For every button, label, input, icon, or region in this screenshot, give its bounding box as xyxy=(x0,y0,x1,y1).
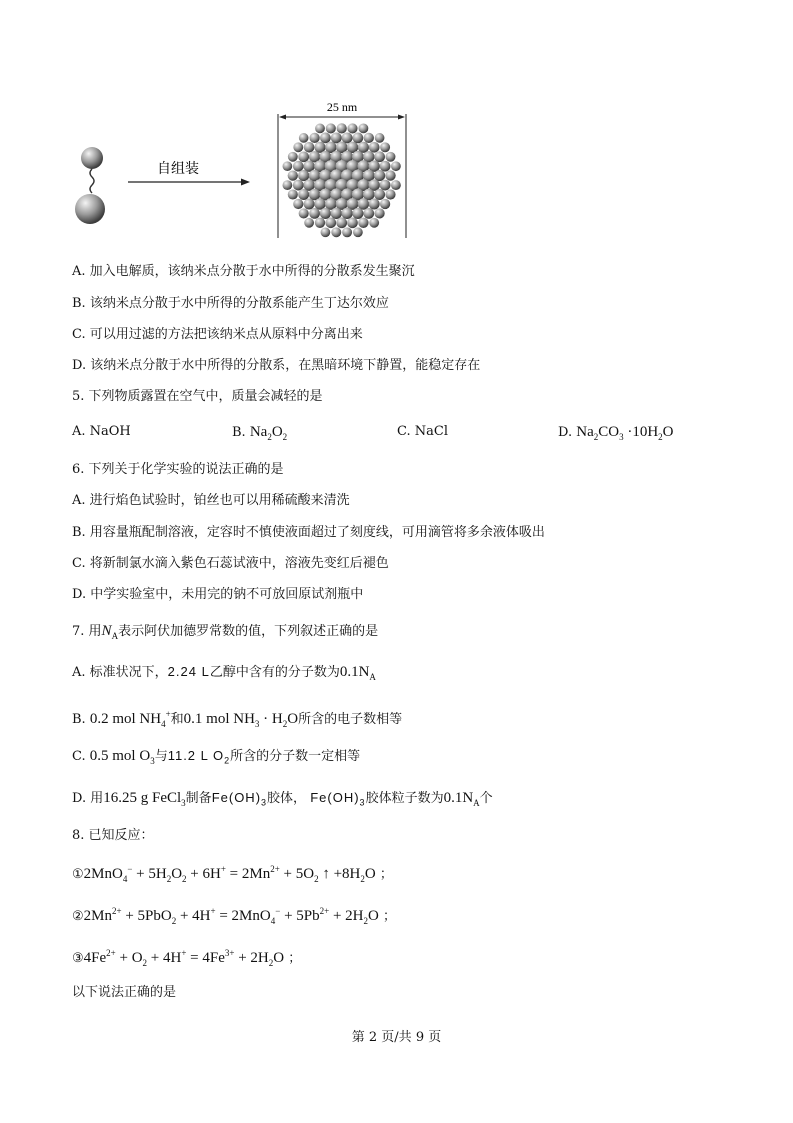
nanoparticle-ball xyxy=(374,151,385,162)
nanoparticle-ball xyxy=(347,123,357,133)
formula-11-2-l-o2: 11.2 L $O_2$ xyxy=(167,748,231,766)
nanoparticle-ball xyxy=(293,199,303,209)
formula-0-1na-b: $0.1N_A$ xyxy=(443,790,480,808)
q7-stem: 7. 用$N_A$表示阿伏加德罗常数的值，下列叙述正确的是 xyxy=(72,623,379,641)
nanoparticle-ball xyxy=(380,161,391,172)
nanoparticle-ball xyxy=(320,133,331,144)
formula-0-5-o3: 0.5 mol $O_3$ xyxy=(89,748,155,766)
q6-option-d: D. 中学实验室中，未用完的钠不可放回原试剂瓶中 xyxy=(72,587,364,602)
q4-option-d: D. 该纳米点分散于水中所得的分散系，在黑暗环境下静置，能稳定存在 xyxy=(72,358,481,373)
nanoparticle-ball xyxy=(293,180,304,191)
q6-option-c: C. 将新制氯水滴入紫色石蕊试液中，溶液先变红后褪色 xyxy=(72,556,389,571)
molecule-chain-icon xyxy=(90,169,94,193)
equation-3: $4Fe^{2+} + O_2 + 4H^+ = 4Fe^{3+} + 2H_2O$ xyxy=(83,948,285,968)
nanoparticle-ball xyxy=(299,208,309,218)
q7-option-a: A. 标准状况下，2.24 L乙醇中含有的分子数为$0.1N_A$ xyxy=(72,664,376,682)
nanoparticle-ball xyxy=(363,208,374,219)
nanoparticle-ball xyxy=(380,199,390,209)
reaction-1: ①2MnO$_4$− + $5H_2O_2 + 6H^+ = 2Mn^{2+} + 5O_2$ ↑ $+8H_2O$ ； xyxy=(72,864,393,884)
equation-1: $2MnO_4^- + 5H_2O_2 + 6H^+ = 2Mn^{2+} + 5O_2$ ↑ $+8H_2O$ xyxy=(83,864,376,884)
molecule-tail-icon xyxy=(75,194,105,224)
q5-option-b: B. $Na_2O_2$ xyxy=(232,424,288,442)
reaction-3: $③4Fe^{2+} + O_2 + 4H^+ = 4Fe^{3+} + 2H_2O$ ； xyxy=(72,948,302,968)
q8-stem: 8. 已知反应： xyxy=(72,828,154,843)
nanoparticle-ball xyxy=(283,161,293,171)
nanoparticle-ball xyxy=(369,199,380,210)
nanoparticle-ball xyxy=(331,208,342,219)
formula-0-1na: $0.1N_A$ xyxy=(339,664,376,682)
nanoparticle-ball xyxy=(314,198,325,209)
nanoparticle-ball xyxy=(288,152,298,162)
q4-option-a: A. 加入电解质，该纳米点分散于水中所得的分散系发生聚沉 xyxy=(72,264,415,279)
self-assembly-diagram xyxy=(60,96,420,246)
nanoparticle-ball xyxy=(321,227,331,237)
nanoparticle-ball xyxy=(359,124,369,134)
nanoparticle-ball xyxy=(341,208,352,219)
equation-2: $2Mn^{2+} + 5PbO_2 + 4H^+ = 2MnO_4^- + 5Pb^{2+} + 2H_2O$ xyxy=(83,906,379,926)
nanoparticle-ball xyxy=(380,180,391,191)
q7-option-d: D. 用16.25 g FeCl$_3$制备$Fe(OH)_3$胶体， $Fe(OH)_3$胶体粒子数为$0.1N_A$个 xyxy=(72,790,493,808)
nanoparticle-ball xyxy=(288,189,298,199)
nanoparticle-ball xyxy=(304,142,315,153)
dim-arrow-left-icon xyxy=(279,115,286,120)
nanoparticle-ball xyxy=(374,189,385,200)
nanoparticle-ball xyxy=(299,133,309,143)
q6-stem: 6. 下列关于化学实验的说法正确的是 xyxy=(72,462,284,477)
q5-option-c: C. NaCl xyxy=(397,424,448,439)
nanoparticle-ball xyxy=(385,170,395,180)
q7-option-c: C. 0.5 mol $O_3$与11.2 L $O_2$所含的分子数一定相等 xyxy=(72,748,361,766)
nanodot-sphere-icon xyxy=(283,123,401,237)
formula-na2o2: $Na_2O_2$ xyxy=(249,424,288,442)
symbol-na: $N_A$ xyxy=(101,623,119,641)
q5-option-a: A. NaOH xyxy=(72,424,131,439)
nanoparticle-ball xyxy=(315,124,325,134)
nanodot-figure xyxy=(60,96,420,250)
dim-arrow-right-icon xyxy=(398,115,405,120)
formula-na2co3-hydrate: $Na_2CO_3 \cdot 10H_2O$ xyxy=(576,424,674,442)
nanoparticle-ball xyxy=(358,218,368,228)
nanoparticle-ball xyxy=(353,133,364,144)
formula-0-2-nh4: 0.2 mol $NH_4^+$ xyxy=(89,709,171,729)
nanoparticle-ball xyxy=(309,208,320,219)
nanoparticle-ball xyxy=(320,208,331,219)
q4-option-b: B. 该纳米点分散于水中所得的分散系能产生丁达尔效应 xyxy=(72,296,389,311)
arrow-head-icon xyxy=(241,179,250,186)
nanoparticle-ball xyxy=(337,123,347,133)
nanoparticle-ball xyxy=(380,142,390,152)
nanoparticle-ball xyxy=(331,227,341,237)
width-label: 25 nm xyxy=(326,100,358,114)
nanoparticle-ball xyxy=(352,208,363,219)
nanoparticle-ball xyxy=(391,161,401,171)
nanoparticle-ball xyxy=(364,133,374,143)
q6-option-b: B. 用容量瓶配制溶液，定容时不慎使液面超过了刻度线，可用滴管将多余液体吸出 xyxy=(72,525,545,540)
nanoparticle-ball xyxy=(386,152,396,162)
nanoparticle-ball xyxy=(369,218,379,228)
nanoparticle-ball xyxy=(342,132,353,143)
nanoparticle-ball xyxy=(347,217,358,228)
molecule-head-icon xyxy=(81,147,103,169)
nanoparticle-ball xyxy=(325,217,336,228)
nanoparticle-ball xyxy=(385,189,395,199)
nanoparticle-ball xyxy=(374,170,385,181)
nanoparticle-ball xyxy=(375,208,385,218)
nanoparticle-ball xyxy=(315,218,325,228)
q7-option-b: B. 0.2 mol $NH_4^+$和0.1 mol $NH_3 \cdot H_2O$所含的电子数相等 xyxy=(72,709,403,729)
formula-16-25g-fecl3: 16.25 g FeCl$_3$ xyxy=(103,790,186,808)
nanoparticle-ball xyxy=(298,189,309,200)
formula-fe-oh-3: $Fe(OH)_3$ xyxy=(211,790,268,808)
nanoparticle-ball xyxy=(336,217,347,228)
nanoparticle-ball xyxy=(298,151,309,162)
formula-fe-oh-3-b: $Fe(OH)_3$ xyxy=(310,790,366,808)
nanoparticle-ball xyxy=(304,199,315,210)
nanoparticle-ball xyxy=(293,142,303,152)
nanoparticle-ball xyxy=(342,227,352,237)
nanoparticle-ball xyxy=(353,227,363,237)
reaction-2: $②2Mn^{2+} + 5PbO_2 + 4H^+ = 2MnO_4^- + 5Pb^{2+} + 2H_2O$ ； xyxy=(72,906,396,926)
nanoparticle-ball xyxy=(293,161,304,172)
nanoparticle-ball xyxy=(283,180,293,190)
q4-option-c: C. 可以用过滤的方法把该纳米点从原料中分离出来 xyxy=(72,327,363,342)
nanoparticle-ball xyxy=(304,218,314,228)
page-footer: 第 2 页/共 9 页 xyxy=(351,1030,442,1045)
arrow-label: 自组装 xyxy=(157,161,199,177)
nanoparticle-ball xyxy=(331,132,342,143)
nanoparticle-ball xyxy=(309,133,319,143)
nanoparticle-ball xyxy=(288,170,298,180)
nanoparticle-ball xyxy=(358,198,369,209)
nanoparticle-ball xyxy=(326,123,336,133)
nanoparticle-ball xyxy=(391,180,401,190)
formula-0-1-nh3h2o: 0.1 mol $NH_3 \cdot H_2O$ xyxy=(183,711,299,729)
q5-stem: 5. 下列物质露置在空气中，质量会减轻的是 xyxy=(72,389,323,404)
q5-option-d: D. $Na_2CO_3 \cdot 10H_2O$ xyxy=(558,424,674,442)
nanoparticle-ball xyxy=(298,170,309,181)
q6-option-a: A. 进行焰色试验时，铂丝也可以用稀硫酸来清洗 xyxy=(72,493,350,508)
nanoparticle-ball xyxy=(375,133,385,143)
nanoparticle-ball xyxy=(369,142,380,153)
q8-followup: 以下说法正确的是 xyxy=(72,985,177,1000)
